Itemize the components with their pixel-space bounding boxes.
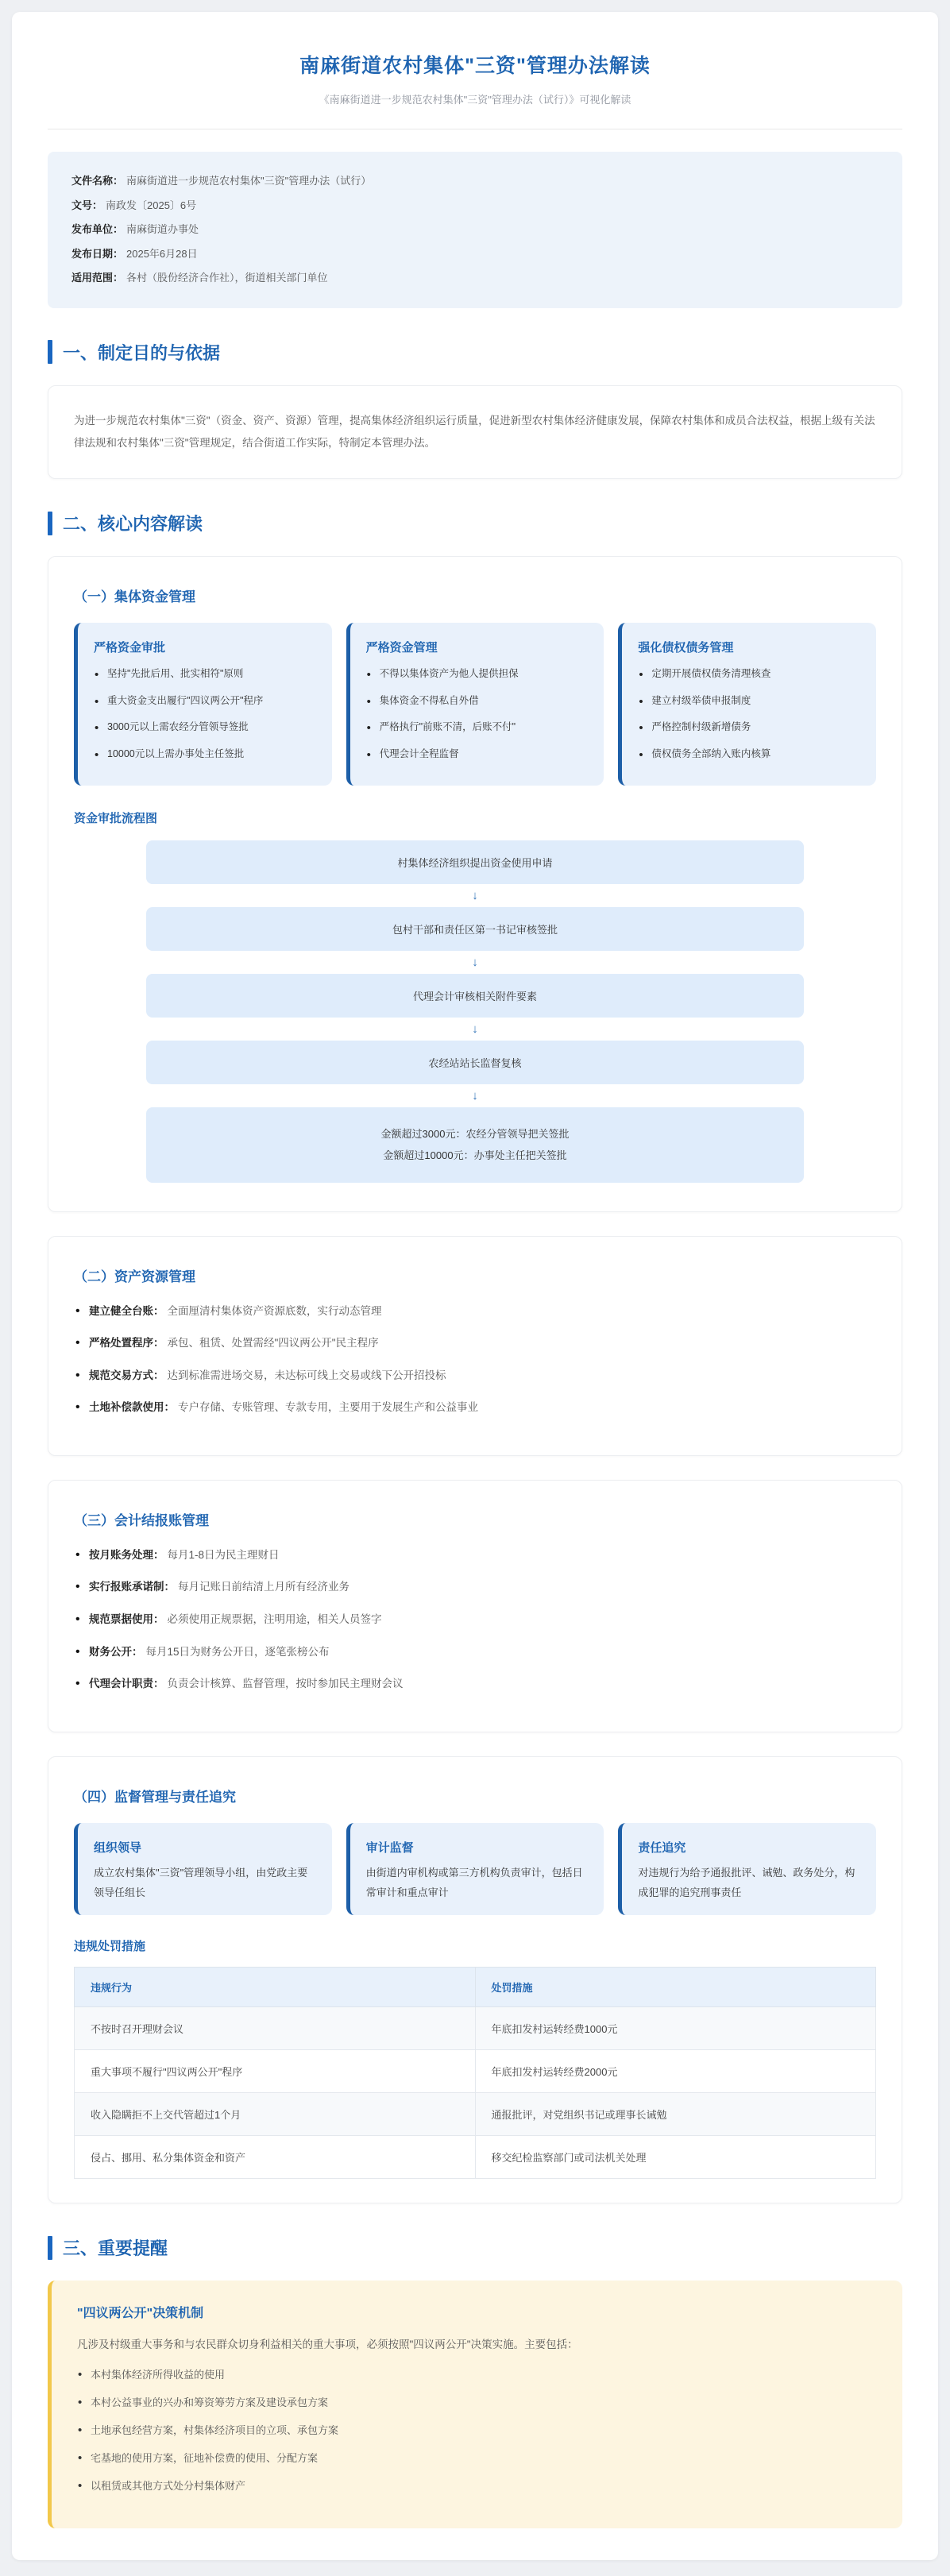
table-cell-violation: 重大事项不履行"四议两公开"程序 bbox=[75, 2050, 476, 2093]
flowchart-title: 资金审批流程图 bbox=[74, 811, 158, 825]
flow-step: 包村干部和责任区第一书记审核签批 bbox=[146, 907, 804, 951]
list-item: • 建立村级举债申报制度 bbox=[638, 693, 860, 709]
list-item: • 代理会计全程监督 bbox=[366, 747, 589, 762]
flow-step: 代理会计审核相关附件要素 bbox=[146, 974, 804, 1018]
table-cell-violation: 侵占、挪用、私分集体资金和资产 bbox=[75, 2136, 476, 2179]
meta-value: 南政发〔2025〕6号 bbox=[106, 199, 197, 211]
item-text: 负责会计核算、监督管理，按时参加民主理财会议 bbox=[167, 1678, 404, 1690]
mini-card-text: 对违规行为给予通报批评、诫勉、政务处分，构成犯罪的追究刑事责任 bbox=[638, 1866, 855, 1898]
meta-line-doc-number bbox=[71, 194, 879, 218]
supervision-cards-row bbox=[74, 1823, 876, 1915]
section-heading-bar bbox=[48, 512, 52, 535]
table-row bbox=[75, 2050, 876, 2093]
section-heading-bar bbox=[48, 340, 52, 364]
meta-value: 各村（股份经济合作社），街道相关部门单位 bbox=[126, 272, 328, 284]
item-text: 达到标准需进场交易，未达标可线上交易或线下公开招投标 bbox=[167, 1369, 446, 1381]
mini-card-fund-approval bbox=[74, 623, 332, 786]
list-item bbox=[74, 1643, 876, 1661]
item-label: 土地补偿款使用： bbox=[89, 1401, 175, 1414]
funds-cards-row bbox=[74, 623, 876, 786]
notice-list bbox=[77, 2367, 877, 2495]
subsection-title-accounting: （三）会计结报账管理 bbox=[74, 1512, 209, 1528]
list-item: • 宅基地的使用方案，征地补偿费的使用、分配方案 bbox=[77, 2450, 877, 2466]
mini-card-fund-management bbox=[346, 623, 604, 786]
item-text: 每月1-8日为民主理财日 bbox=[167, 1548, 280, 1561]
table-header-row bbox=[75, 1968, 876, 2007]
list-item: • 坚持"先批后用、批实相符"原则 bbox=[94, 666, 316, 682]
table-cell-violation: 不按时召开理财会议 bbox=[75, 2007, 476, 2050]
penalty-table bbox=[74, 1967, 876, 2179]
mini-card-title: 组织领导 bbox=[94, 1840, 142, 1855]
list-item: • 10000元以上需办事处主任签批 bbox=[94, 747, 316, 762]
flow-step: 农经站站长监督复核 bbox=[146, 1041, 804, 1084]
table-row bbox=[75, 2136, 876, 2179]
meta-line-issuer bbox=[71, 218, 879, 242]
mini-card-title: 责任追究 bbox=[638, 1840, 686, 1855]
section-heading-reminder bbox=[48, 2235, 902, 2260]
list-item: • 集体资金不得私自外借 bbox=[366, 693, 589, 709]
approval-flowchart bbox=[146, 840, 804, 1183]
item-text: 每月15日为财务公开日，逐笔张榜公布 bbox=[145, 1645, 330, 1658]
notice-intro: 凡涉及村级重大事务和与农民群众切身利益相关的重大事项，必须按照"四议两公开"决策实施。主要包括： bbox=[77, 2338, 578, 2351]
meta-label: 文件名称： bbox=[71, 175, 124, 187]
section-heading-core-content bbox=[48, 511, 902, 535]
page-title: 南麻街道农村集体"三资"管理办法解读 bbox=[299, 55, 651, 77]
section-heading-text: 三、重要提醒 bbox=[63, 2238, 168, 2259]
mini-card-title: 审计监督 bbox=[365, 1840, 414, 1855]
subsection-title-assets: （二）资产资源管理 bbox=[74, 1269, 195, 1284]
notice-title: "四议两公开"决策机制 bbox=[77, 2307, 204, 2321]
item-text: 必须使用正规票据，注明用途，相关人员签字 bbox=[167, 1613, 382, 1626]
section-heading-bar bbox=[48, 2236, 52, 2260]
list-item: • 重大资金支出履行"四议两公开"程序 bbox=[94, 693, 316, 709]
meta-value: 南麻街道进一步规范农村集体"三资"管理办法（试行） bbox=[126, 175, 372, 187]
item-label: 规范交易方式： bbox=[89, 1369, 164, 1381]
meta-label: 文号： bbox=[71, 199, 103, 211]
table-row bbox=[75, 2007, 876, 2050]
assets-resources-card bbox=[48, 1236, 902, 1456]
document-card bbox=[12, 12, 938, 2560]
mini-card-list bbox=[366, 666, 589, 762]
subsection-title-funds: （一）集体资金管理 bbox=[74, 589, 195, 605]
section-heading-text: 一、制定目的与依据 bbox=[63, 342, 221, 363]
meta-line-scope bbox=[71, 266, 879, 291]
flow-step: 村集体经济组织提出资金使用申请 bbox=[146, 840, 804, 884]
list-item: • 土地承包经营方案，村集体经济项目的立项、承包方案 bbox=[77, 2423, 877, 2439]
accounting-list bbox=[74, 1547, 876, 1693]
penalty-table-title: 违规处罚措施 bbox=[74, 1940, 146, 1954]
decision-mechanism-notice bbox=[48, 2281, 902, 2528]
arrow-down-icon: ↓ bbox=[472, 1088, 478, 1103]
mini-card-title: 严格资金管理 bbox=[365, 641, 438, 655]
list-item bbox=[74, 1611, 876, 1628]
list-item bbox=[74, 1303, 876, 1320]
funds-management-card bbox=[48, 556, 902, 1211]
item-text: 全面厘清村集体资产资源底数，实行动态管理 bbox=[167, 1304, 382, 1317]
table-cell-violation: 收入隐瞒拒不上交代管超过1个月 bbox=[75, 2093, 476, 2136]
arrow-down-icon: ↓ bbox=[472, 1022, 478, 1036]
arrow-down-icon: ↓ bbox=[472, 888, 478, 902]
mini-card-debt-management bbox=[618, 623, 876, 786]
mini-card-audit bbox=[346, 1823, 604, 1915]
flow-final-line: 金额超过3000元：农经分管领导把关签批 bbox=[380, 1127, 570, 1140]
list-item bbox=[74, 1367, 876, 1385]
meta-value: 2025年6月28日 bbox=[126, 247, 198, 260]
item-label: 规范票据使用： bbox=[89, 1613, 164, 1626]
list-item bbox=[74, 1399, 876, 1416]
list-item: • 不得以集体资产为他人提供担保 bbox=[366, 666, 589, 682]
table-cell-penalty: 通报批评，对党组织书记或理事长诫勉 bbox=[475, 2093, 876, 2136]
section-heading-purpose bbox=[48, 340, 902, 365]
flow-final-line: 金额超过10000元：办事处主任把关签批 bbox=[383, 1149, 567, 1162]
table-header-penalty: 处罚措施 bbox=[475, 1968, 876, 2007]
meta-label: 发布单位： bbox=[71, 223, 124, 236]
document-meta-box bbox=[48, 152, 902, 308]
item-text: 专户存储、专账管理、专款专用，主要用于发展生产和公益事业 bbox=[178, 1401, 478, 1414]
list-item: • 债权债务全部纳入账内核算 bbox=[638, 747, 860, 762]
assets-list bbox=[74, 1303, 876, 1416]
item-label: 实行报账承诺制： bbox=[89, 1581, 175, 1593]
mini-card-list bbox=[638, 666, 860, 762]
mini-card-text: 成立农村集体"三资"管理领导小组，由党政主要领导任组长 bbox=[94, 1866, 308, 1898]
table-cell-penalty: 年底扣发村运转经费2000元 bbox=[475, 2050, 876, 2093]
table-header-violation: 违规行为 bbox=[75, 1968, 476, 2007]
list-item: • 以租赁或其他方式处分村集体财产 bbox=[77, 2478, 877, 2494]
page-subtitle: 《南麻街道进一步规范农村集体"三资"管理办法（试行）》可视化解读 bbox=[319, 94, 631, 106]
supervision-card bbox=[48, 1756, 902, 2203]
purpose-text: 为进一步规范农村集体"三资"（资金、资产、资源）管理，提高集体经济组织运行质量，促进新型农村集体经济健康发展，保障农村集体和成员合法权益，根据上级有关法律法规和农村集体"三资"管理规定，结合街道工作实际，特制定本管理办法。 bbox=[74, 414, 875, 450]
list-item: • 3000元以上需农经分管领导签批 bbox=[94, 720, 316, 735]
list-item: • 严格执行"前账不清，后账不付" bbox=[366, 720, 589, 735]
item-label: 财务公开： bbox=[89, 1645, 143, 1658]
item-text: 每月记账日前结清上月所有经济业务 bbox=[178, 1581, 349, 1593]
list-item: • 本村集体经济所得收益的使用 bbox=[77, 2367, 877, 2383]
meta-line-file-name bbox=[71, 169, 879, 194]
item-text: 承包、租赁、处置需经"四议两公开"民主程序 bbox=[167, 1337, 379, 1350]
mini-card-list bbox=[94, 666, 316, 762]
table-cell-penalty: 移交纪检监察部门或司法机关处理 bbox=[475, 2136, 876, 2179]
list-item: • 本村公益事业的兴办和筹资筹劳方案及建设承包方案 bbox=[77, 2395, 877, 2411]
subsection-title-supervision: （四）监督管理与责任追究 bbox=[74, 1789, 236, 1805]
table-cell-penalty: 年底扣发村运转经费1000元 bbox=[475, 2007, 876, 2050]
item-label: 按月账务处理： bbox=[89, 1548, 164, 1561]
arrow-down-icon: ↓ bbox=[472, 955, 478, 969]
mini-card-title: 强化债权债务管理 bbox=[638, 641, 734, 655]
list-item bbox=[74, 1578, 876, 1596]
meta-label: 适用范围： bbox=[71, 272, 124, 284]
mini-card-title: 严格资金审批 bbox=[94, 641, 166, 655]
item-label: 代理会计职责： bbox=[89, 1678, 164, 1690]
accounting-card bbox=[48, 1480, 902, 1732]
meta-line-issue-date bbox=[71, 242, 879, 267]
meta-label: 发布日期： bbox=[71, 247, 124, 260]
list-item: • 严格控制村级新增债务 bbox=[638, 720, 860, 735]
list-item: • 定期开展债权债务清理核查 bbox=[638, 666, 860, 682]
meta-value: 南麻街道办事处 bbox=[126, 223, 199, 236]
flow-step-final bbox=[146, 1107, 804, 1183]
table-row bbox=[75, 2093, 876, 2136]
purpose-card bbox=[48, 385, 902, 480]
mini-card-accountability bbox=[618, 1823, 876, 1915]
section-heading-text: 二、核心内容解读 bbox=[63, 514, 203, 535]
item-label: 严格处置程序： bbox=[89, 1337, 164, 1350]
list-item bbox=[74, 1334, 876, 1352]
list-item bbox=[74, 1675, 876, 1693]
item-label: 建立健全台账： bbox=[89, 1304, 164, 1317]
list-item bbox=[74, 1547, 876, 1564]
mini-card-leadership bbox=[74, 1823, 332, 1915]
mini-card-text: 由街道内审机构或第三方机构负责审计，包括日常审计和重点审计 bbox=[365, 1866, 583, 1898]
